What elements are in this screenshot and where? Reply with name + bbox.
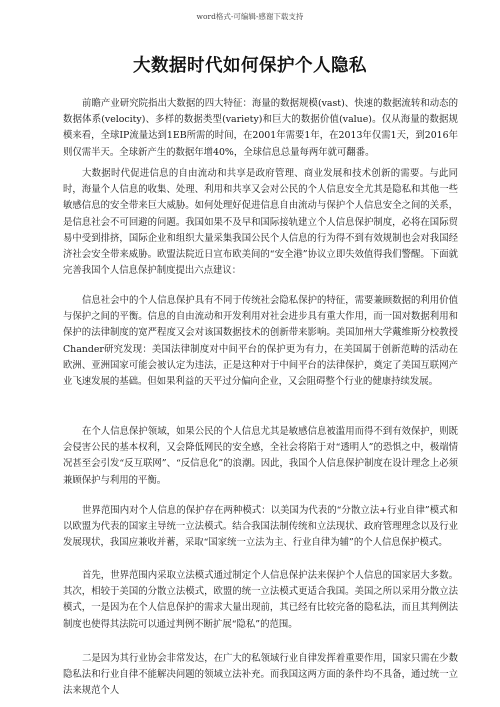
page-header: word格式-可编辑-感谢下载支持	[196, 12, 304, 21]
paragraph-6: 首先，世界范围内采取立法模式通过制定个人信息保护法来保护个人信息的国家居大多数。其次，相较于美国的分散立法模式，欧盟的统一立法模式更适合我国。美国之所以采用分散立法模式，一是因为在个人信息保护的需求大量出现前，其已经有比较完备的隐私法，而且其判例法制度也使得其法院可以通过判例不断扩展“隐私”的范围。	[63, 570, 458, 630]
paragraph-7: 二是因为其行业协会非常发达，在广大的私领域行业自律发挥着重要作用，国家只需在少数隐私法和行业自律不能解决问题的领域立法补充。而我国这两方面的条件均不具备，通过统一立法来规范个人	[63, 653, 458, 697]
paragraph-3: 信息社会中的个人信息保护具有不同于传统社会隐私保护的特征，需要兼顾数据的利用价值与保护之间的平衡。信息的自由流动和开发利用对社会进步具有重大作用，而一国对数据利用和保护的法律制度的宽严程度又会对该国数据技术的创新带来影响。美国加州大学戴维斯分校教授Chander研究发现：美国法律制度对中间平台的保护更为有力，在美国属于创新范畴的活动在欧洲、亚洲国家可能会被认定为违法，正是这种对于中间平台的法律保护，奠定了美国互联网产业飞速发展的基础。但如果利益的天平过分偏向企业，又会阻碍整个行业的健康持续发展。	[63, 295, 458, 388]
paragraph-4: 在个人信息保护领域，如果公民的个人信息尤其是敏感信息被滥用而得不到有效保护，则既会侵害公民的基本权利，又会降低网民的安全感，全社会将陷于对“透明人”的恐惧之中，极端情况甚至会引发“反互联网”、“反信息化”的浪潮。因此，我国个人信息保护制度在设计理念上必须兼顾保护与利用的平衡。	[63, 426, 458, 486]
paragraph-5: 世界范围内对个人信息的保护存在两种模式：以美国为代表的“分散立法+行业自律”模式和以欧盟为代表的国家主导统一立法模式。结合我国法制传统和立法现状、政府管理理念以及行业发展现状，我国应兼收并蓄，采取“国家统一立法为主、行业自律为辅”的个人信息保护模式。	[63, 505, 458, 549]
paragraph-1: 前瞻产业研究院指出大数据的四大特征：海量的数据规模(vast)、快速的数据流转和动态的数据体系(velocity)、多样的数据类型(variety)和巨大的数据价值(value)。仅从海量的数据规模来看，全球IP流量达到1EB所需的时间，在2001年需要1年，在2013年仅需1天，到2016年则仅需半天。全球新产生的数据年增40%，全球信息总量每两年就可翻番。	[63, 98, 458, 158]
document-title: 大数据时代如何保护个人隐私	[133, 56, 367, 76]
paragraph-2: 大数据时代促进信息的自由流动和共享是政府管理、商业发展和技术创新的需要。与此同时，海量个人信息的收集、处理、利用和共享又会对公民的个人信息安全尤其是隐私和其他一些敏感信息的安全带来巨大威胁。如何处理好促进信息自由流动与保护个人信息安全之间的关系，是信息社会不可回避的问题。我国如果不及早和国际接轨建立个人信息保护制度，必将在国际贸易中受到排挤，国际企业和组织大量采集我国公民个人信息的行为得不到有效规制也会对我国经济社会安全带来威胁。欧盟法院近日宣布欧美间的“安全港”协议立即失效值得我们警醒。下面就完善我国个人信息保护制度提出六点建议：	[63, 168, 458, 277]
